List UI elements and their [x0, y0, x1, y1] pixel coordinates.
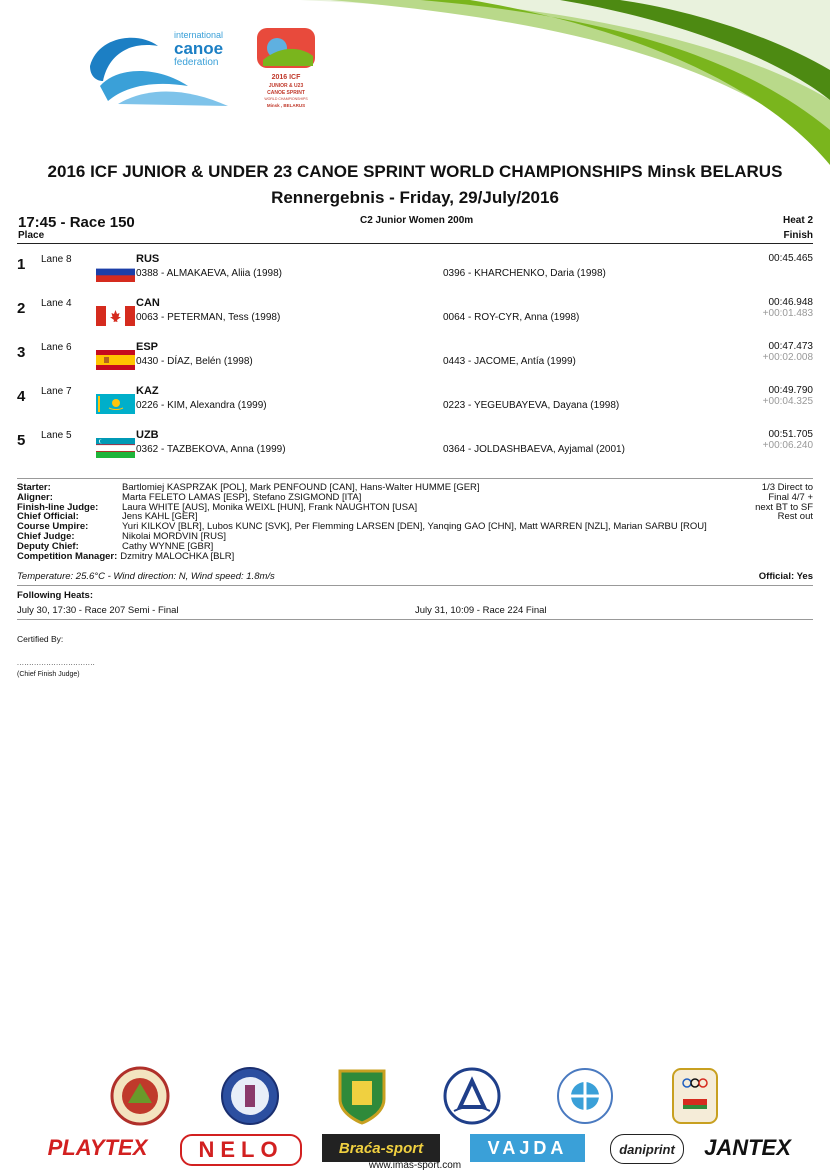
following-heat: July 30, 17:30 - Race 207 Semi - Final: [17, 605, 179, 616]
finish-time: 00:47.473: [768, 341, 813, 352]
svg-text:2016 ICF: 2016 ICF: [271, 74, 301, 81]
official-names: Bartlomiej KASPRZAK [POL], Mark PENFOUND [CAN], Hans-Walter HUMME [GER]: [122, 482, 480, 493]
uzbekistan-flag-icon: [96, 438, 135, 458]
svg-text:WORLD CHAMPIONSHIPS: WORLD CHAMPIONSHIPS: [264, 97, 308, 101]
nation-code: CAN: [136, 297, 160, 309]
official-role: Chief Official:: [17, 511, 79, 523]
athlete-1: 0063 - PETERMAN, Tess (1998): [136, 312, 281, 323]
result-row: [0, 384, 830, 428]
official-row: [17, 503, 707, 513]
sponsor-playtex: PLAYTEX: [47, 1135, 148, 1160]
rank: 5: [17, 432, 26, 449]
heat-label: Heat 2: [782, 215, 813, 226]
sponsor-daniprint: daniprint: [610, 1134, 684, 1164]
federation-emblem-1: [110, 1065, 170, 1127]
finish-time: 00:45.465: [768, 253, 813, 264]
sports-club-emblem: [442, 1065, 502, 1127]
nation-code: KAZ: [136, 385, 159, 397]
ministry-emblem: [555, 1065, 615, 1127]
qualification-line: 1/3 Direct to: [761, 482, 813, 493]
official-names: Yuri KILKOV [BLR], Lubos KUNC [SVK], Per Flemming LARSEN [DEN], Yanqing GAO [CHN], Matt WARREN [NZL], Marian SARBU [ROU]: [122, 521, 707, 533]
canada-flag-icon: [96, 306, 135, 326]
official-role: Course Umpire:: [17, 521, 89, 533]
signature-role: (Chief Finish Judge): [17, 671, 80, 678]
nation-code: UZB: [136, 429, 159, 441]
lane: Lane 6: [41, 342, 72, 353]
federation-emblem-2: [220, 1065, 280, 1127]
kazakhstan-flag-icon: [96, 394, 135, 414]
olympic-committee-emblem: [665, 1065, 725, 1127]
website-link[interactable]: www.imas-sport.com: [368, 1160, 462, 1171]
svg-text:JUNIOR & U23: JUNIOR & U23: [268, 83, 304, 89]
official-names: Marta FELETO LAMAS [ESP], Stefano ZSIGMOND [ITA]: [122, 491, 362, 503]
official-status: Official: Yes: [758, 571, 813, 582]
lane: Lane 4: [41, 298, 72, 309]
official-role: Chief Judge:: [17, 530, 75, 542]
official-role: Finish-line Judge:: [17, 501, 99, 513]
time-behind: +00:01.483: [762, 308, 813, 319]
athlete-2: 0396 - KHARCHENKO, Daria (1998): [443, 268, 606, 279]
conditions-divider: [17, 585, 813, 586]
weather-conditions: Temperature: 25.6°C - Wind direction: N, Wind speed: 1.8m/s: [17, 571, 275, 582]
result-row: [0, 340, 830, 384]
header-divider: [17, 243, 813, 244]
svg-text:international: international: [174, 30, 224, 40]
lane: Lane 8: [41, 254, 72, 265]
qualification-line: Rest out: [777, 511, 813, 523]
result-row: [0, 252, 830, 296]
nation-code: ESP: [136, 341, 159, 353]
time-behind: +00:06.240: [762, 440, 813, 451]
following-heat: July 31, 10:09 - Race 224 Final: [415, 605, 547, 616]
official-names: Nikolai MORDVIN [RUS]: [122, 530, 226, 542]
championship-logo: [255, 26, 317, 114]
rank: 4: [17, 388, 26, 405]
athlete-1: 0226 - KIM, Alexandra (1999): [136, 400, 267, 411]
official-names: Laura WHITE [AUS], Monika WEIXL [HUN], Frank NAUGHTON [USA]: [122, 501, 418, 513]
certified-by-label: Certified By:: [17, 634, 64, 644]
time-behind: +00:04.325: [762, 396, 813, 407]
athlete-2: 0064 - ROY-CYR, Anna (1998): [443, 312, 580, 323]
official-row: [17, 532, 707, 542]
signature-line: ................................: [17, 660, 96, 667]
time-behind: +00:02.008: [762, 352, 813, 363]
event-name: C2 Junior Women 200m: [360, 215, 474, 226]
athlete-1: 0430 - DÍAZ, Belén (1998): [136, 356, 253, 367]
official-role: Competition Manager:: [17, 550, 118, 562]
qualification-line: Final 4/7 +: [768, 491, 813, 503]
finish-time: 00:46.948: [768, 297, 813, 308]
nation-code: RUS: [136, 253, 160, 265]
lane: Lane 7: [41, 386, 72, 397]
spain-flag-icon: [96, 350, 135, 370]
athlete-1: 0388 - ALMAKAEVA, Aliia (1998): [136, 268, 283, 279]
result-row: [0, 428, 830, 472]
following-heats-header: Following Heats:: [17, 590, 93, 601]
lane: Lane 5: [41, 430, 72, 441]
official-row: [17, 483, 707, 493]
city-coat-of-arms: [332, 1065, 392, 1127]
official-names: Cathy WYNNE [GBR]: [122, 540, 214, 552]
sponsor-jantex: JANTEX: [704, 1135, 791, 1160]
svg-text:CANOE SPRINT: CANOE SPRINT: [267, 90, 305, 96]
page-title: 2016 ICF JUNIOR & UNDER 23 CANOE SPRINT WORLD CHAMPIONSHIPS Minsk BELARUS: [47, 162, 783, 181]
officials-list: [17, 483, 707, 561]
following-divider: [17, 619, 813, 620]
results-divider: [17, 478, 813, 479]
russia-flag-icon: [96, 262, 135, 282]
qualification-line: next BT to SF: [755, 501, 813, 513]
svg-text:canoe: canoe: [174, 39, 224, 58]
svg-text:federation: federation: [174, 57, 219, 68]
finish-time: 00:49.790: [768, 385, 813, 396]
official-role: Starter:: [17, 482, 51, 493]
icf-logo: [88, 26, 248, 108]
official-names: Jens KAHL [GER]: [122, 511, 198, 523]
official-names: Dzmitry MALOCHKA [BLR]: [120, 550, 235, 562]
rank: 1: [17, 256, 26, 273]
rank: 2: [17, 300, 26, 317]
finish-time: 00:51.705: [768, 429, 813, 440]
athlete-1: 0362 - TAZBEKOVA, Anna (1999): [136, 444, 286, 455]
place-column-header: Place: [18, 230, 45, 241]
athlete-2: 0223 - YEGEUBAYEVA, Dayana (1998): [443, 400, 620, 411]
finish-column-header: Finish: [783, 230, 813, 241]
official-role: Deputy Chief:: [17, 540, 79, 552]
official-row: [17, 552, 707, 562]
svg-text:Minsk , BELARUS: Minsk , BELARUS: [266, 103, 306, 108]
sponsor-braca-sport: Braća-sport: [322, 1134, 440, 1162]
official-role: Aligner:: [17, 491, 53, 503]
official-row: [17, 522, 707, 532]
rank: 3: [17, 344, 26, 361]
page-subtitle: Rennergebnis - Friday, 29/July/2016: [271, 188, 559, 207]
result-row: [0, 296, 830, 340]
sponsor-nelo: NELO: [180, 1134, 302, 1166]
athlete-2: 0364 - JOLDASHBAEVA, Ayjamal (2001): [443, 444, 625, 455]
qualification-rules: [693, 483, 813, 522]
race-time-label: 17:45 - Race 150: [18, 214, 135, 231]
sponsor-vajda: VAJDA: [470, 1134, 585, 1162]
athlete-2: 0443 - JACOME, Antía (1999): [443, 356, 576, 367]
